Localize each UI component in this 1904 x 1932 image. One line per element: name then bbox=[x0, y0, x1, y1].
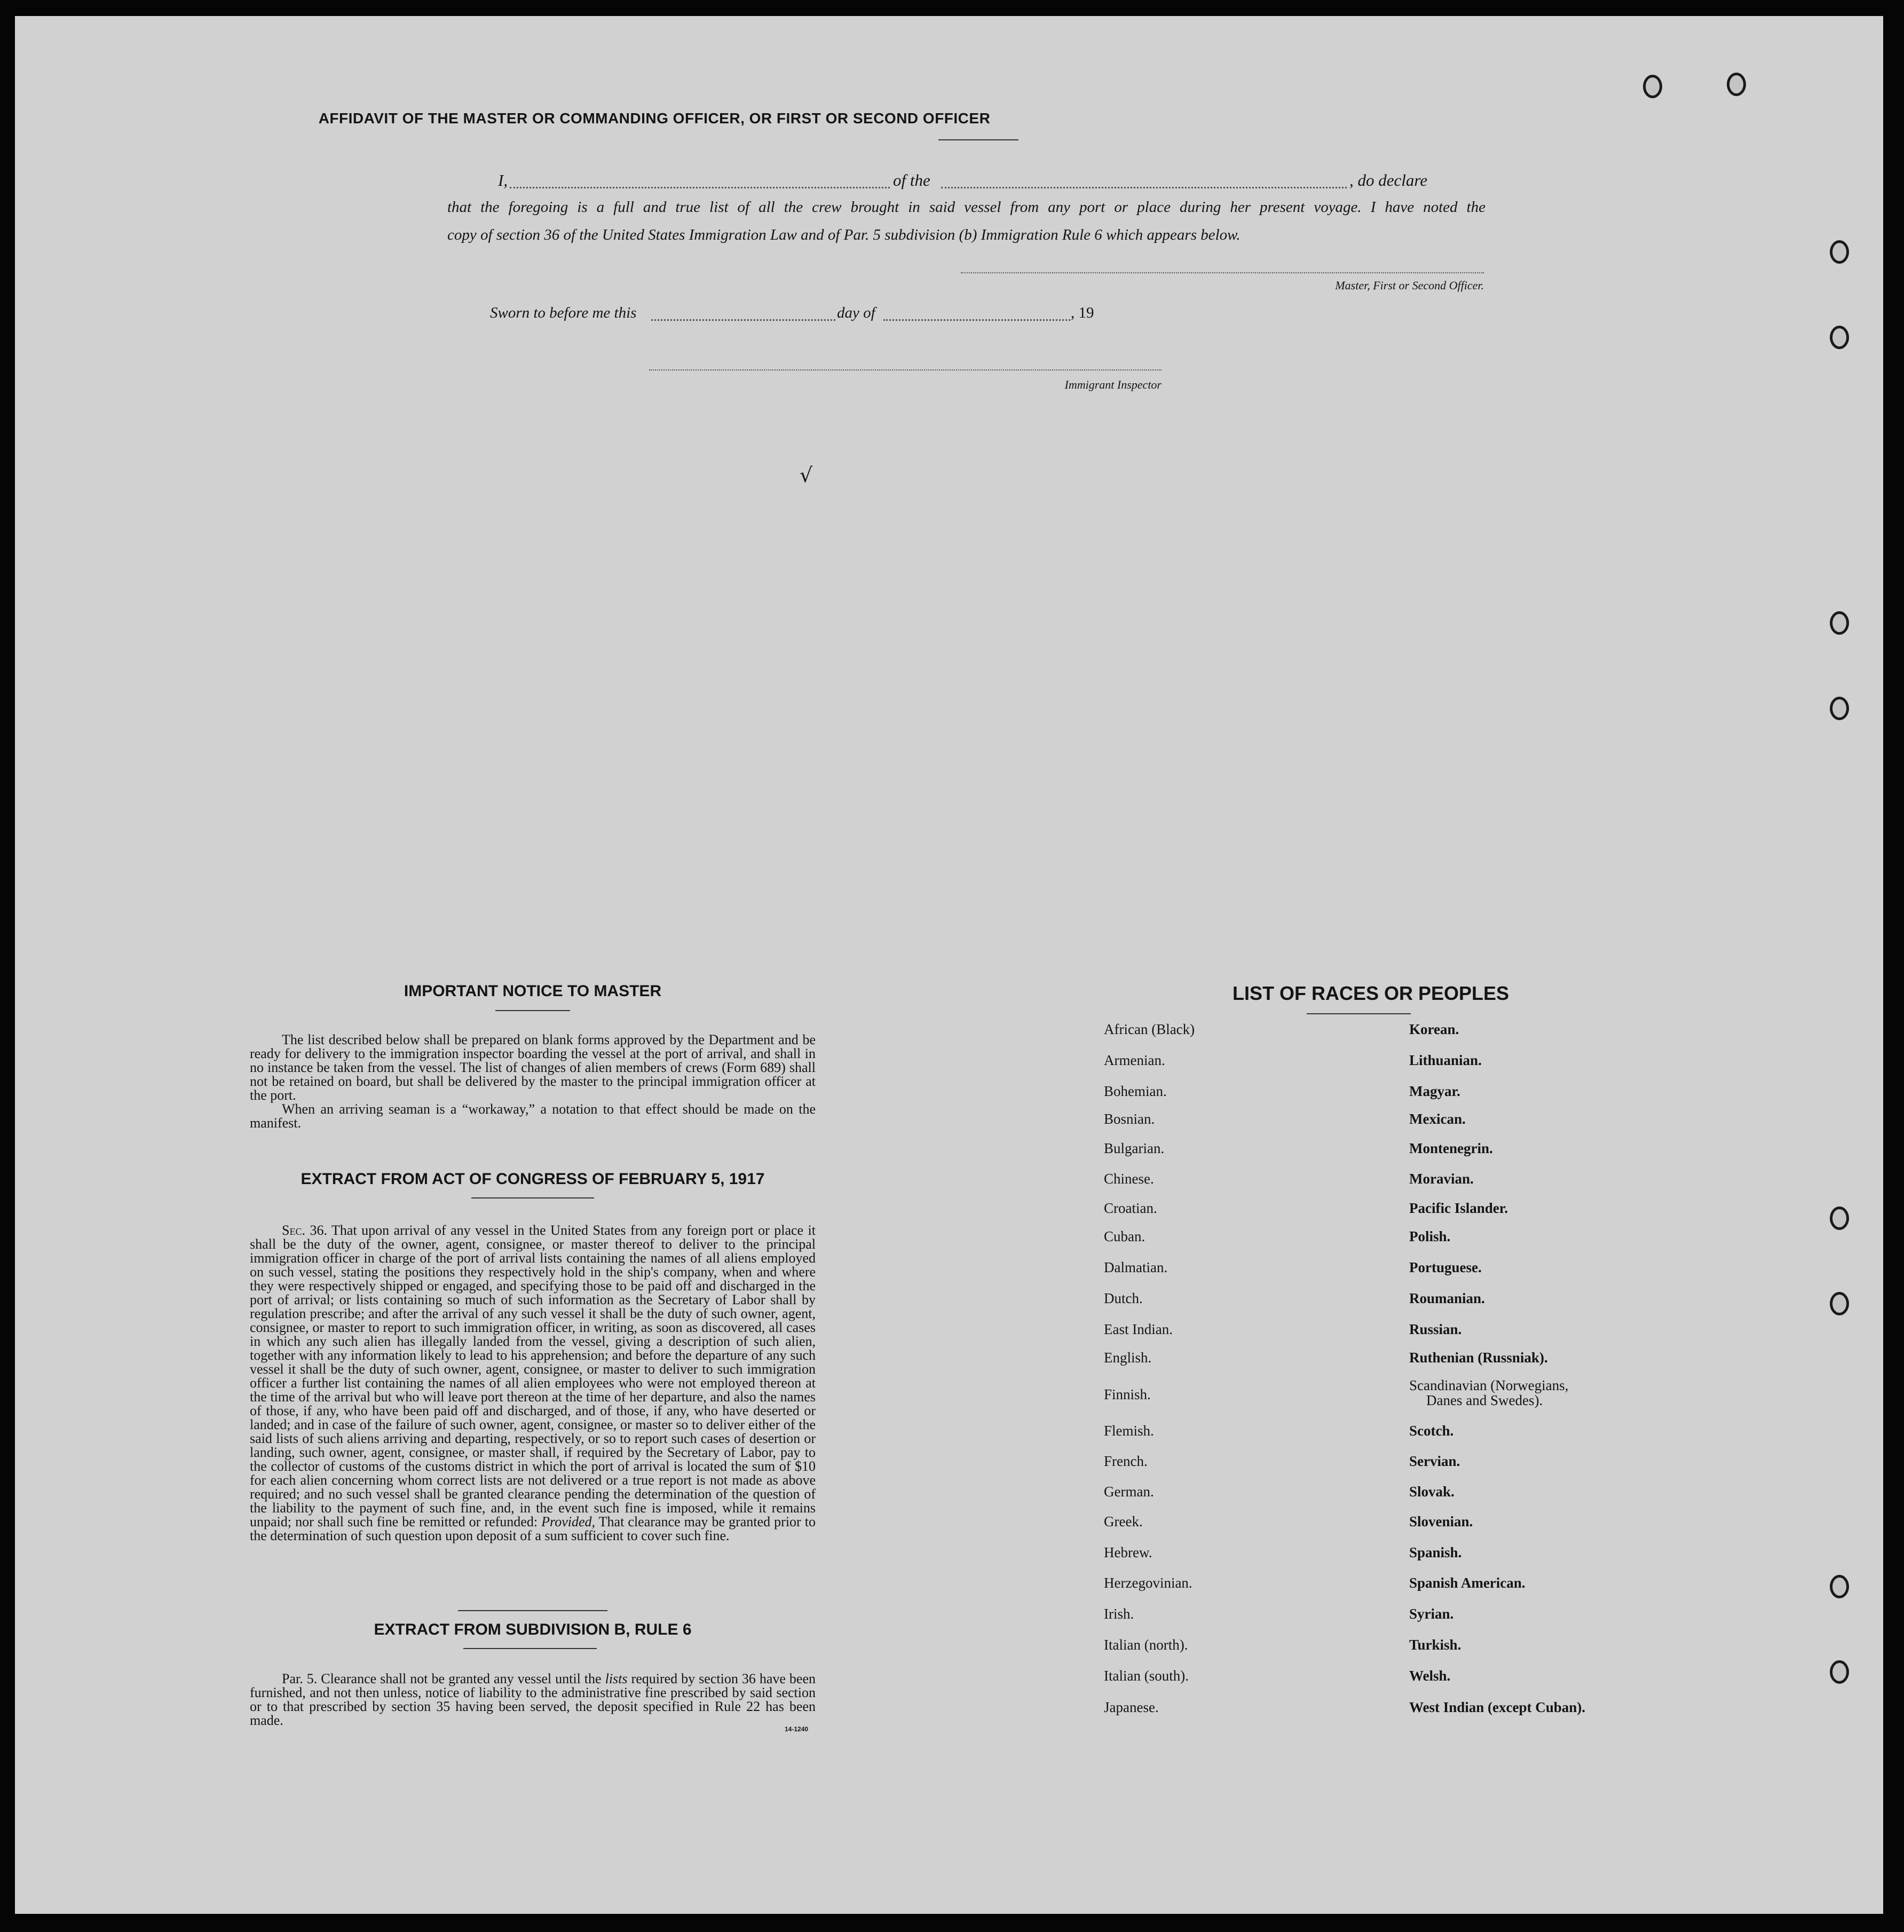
sworn-label: Sworn to before me this bbox=[490, 304, 637, 321]
year-label: , 19 bbox=[1071, 304, 1094, 321]
inspector-label: Immigrant Inspector bbox=[1064, 378, 1162, 391]
race-item: Montenegrin. bbox=[1409, 1140, 1493, 1156]
vessel-field[interactable] bbox=[941, 187, 1347, 188]
race-item: East Indian. bbox=[1104, 1321, 1173, 1337]
race-item: African (Black) bbox=[1104, 1021, 1195, 1037]
race-item: French. bbox=[1104, 1453, 1148, 1469]
binder-hole-icon bbox=[1830, 326, 1849, 349]
divider bbox=[463, 1648, 597, 1649]
section-label: Sec. 36. bbox=[282, 1223, 327, 1238]
race-item: Slovak. bbox=[1409, 1484, 1455, 1500]
race-item: Slovenian. bbox=[1409, 1513, 1473, 1529]
race-item: Pacific Islander. bbox=[1409, 1200, 1508, 1216]
par-5-end: required by section 36 have been furnished, and not then unless, notice of liability to the administrative fine prescribed by said section or to that prescribed by section 35 having been served, the deposit specified in Rule 22 has been made. bbox=[250, 1671, 816, 1728]
race-item: Flemish. bbox=[1104, 1423, 1154, 1439]
race-item: Chinese. bbox=[1104, 1171, 1154, 1187]
race-item: Lithuanian. bbox=[1409, 1052, 1482, 1068]
form-number: 14-1240 bbox=[785, 1725, 809, 1733]
race-item: Cuban. bbox=[1104, 1228, 1145, 1244]
race-item: Scandinavian (Norwegians, bbox=[1409, 1377, 1569, 1393]
binder-hole-icon bbox=[1727, 73, 1746, 96]
do-declare-label: , do declare bbox=[1349, 171, 1428, 190]
race-item: Mexican. bbox=[1409, 1111, 1466, 1127]
document-page bbox=[15, 16, 1883, 1914]
race-item: Moravian. bbox=[1409, 1171, 1474, 1187]
affidavit-line3: copy of section 36 of the United States Immigration Law and of Par. 5 subdivision (b) Immigration Rule 6 which appears below. bbox=[447, 226, 1241, 243]
race-item: Bohemian. bbox=[1104, 1083, 1167, 1099]
race-item: Korean. bbox=[1409, 1021, 1459, 1037]
i-label: I, bbox=[498, 171, 508, 190]
race-item: Portuguese. bbox=[1409, 1259, 1482, 1275]
divider bbox=[458, 1610, 607, 1611]
race-item: Armenian. bbox=[1104, 1052, 1165, 1068]
race-item: Welsh. bbox=[1409, 1668, 1451, 1684]
inspector-signature-field[interactable] bbox=[649, 369, 1162, 370]
race-item: Italian (south). bbox=[1104, 1668, 1189, 1684]
race-item: Spanish. bbox=[1409, 1544, 1462, 1560]
divider bbox=[495, 1010, 570, 1011]
notice-para-2: When an arriving seaman is a “workaway,” a notation to that effect should be made on the manifest. bbox=[250, 1101, 816, 1131]
master-signature-label: Master, First or Second Officer. bbox=[1335, 279, 1484, 292]
race-item: Dalmatian. bbox=[1104, 1259, 1168, 1275]
race-item: Servian. bbox=[1409, 1453, 1460, 1469]
congress-extract-title: EXTRACT FROM ACT OF CONGRESS OF FEBRUARY 5, 1917 bbox=[301, 1170, 765, 1188]
race-item: Russian. bbox=[1409, 1321, 1462, 1337]
race-item: Bosnian. bbox=[1104, 1111, 1155, 1127]
day-field[interactable] bbox=[651, 319, 835, 321]
notice-body bbox=[250, 1033, 816, 1130]
race-item: Scotch. bbox=[1409, 1423, 1454, 1439]
race-item: Bulgarian. bbox=[1104, 1140, 1165, 1156]
race-item: Polish. bbox=[1409, 1228, 1451, 1244]
divider bbox=[938, 139, 1018, 140]
race-item: Japanese. bbox=[1104, 1699, 1159, 1715]
race-item: Finnish. bbox=[1104, 1386, 1151, 1402]
notice-para-1: The list described below shall be prepared on blank forms approved by the Department and be ready for delivery to the immigration inspector boarding the vessel at the port of arrival, and shall in no instance be taken from the vessel. The list of changes of alien members of crews (Form 689) shall not be retained on board, but shall be delivered by the master to the principal immigration officer at the port. bbox=[250, 1032, 816, 1103]
sworn-line bbox=[490, 304, 1109, 326]
race-item: Italian (north). bbox=[1104, 1637, 1188, 1653]
race-item: West Indian (except Cuban). bbox=[1409, 1699, 1586, 1715]
binder-hole-icon bbox=[1830, 1292, 1849, 1315]
race-item: Hebrew. bbox=[1104, 1544, 1152, 1560]
race-item: Herzegovinian. bbox=[1104, 1575, 1192, 1591]
binder-hole-icon bbox=[1830, 1660, 1849, 1684]
race-item: Irish. bbox=[1104, 1606, 1134, 1622]
race-item: Turkish. bbox=[1409, 1637, 1461, 1653]
section-body-end: That clearance may be granted prior to the determination of such question upon deposit of a sum sufficient to cover such fine. bbox=[250, 1514, 816, 1543]
par-5-text bbox=[250, 1672, 816, 1728]
race-item: Syrian. bbox=[1409, 1606, 1454, 1622]
lists-word: lists bbox=[605, 1671, 628, 1686]
race-item: Roumanian. bbox=[1409, 1290, 1485, 1306]
binder-hole-icon bbox=[1830, 1575, 1849, 1598]
divider bbox=[1307, 1013, 1411, 1014]
affidavit-line2: that the foregoing is a full and true list of all the crew brought in said vessel from any port or place during her present voyage. I have noted the bbox=[447, 199, 1486, 216]
day-of-label: day of bbox=[837, 304, 875, 321]
section-36-text bbox=[250, 1224, 816, 1543]
races-title: LIST OF RACES OR PEOPLES bbox=[1232, 982, 1510, 1004]
binder-hole-icon bbox=[1830, 240, 1849, 264]
notice-title: IMPORTANT NOTICE TO MASTER bbox=[404, 982, 662, 1000]
race-item: English. bbox=[1104, 1350, 1152, 1366]
race-item: German. bbox=[1104, 1484, 1154, 1500]
race-item: Dutch. bbox=[1104, 1290, 1143, 1306]
race-item: Magyar. bbox=[1409, 1083, 1460, 1099]
affidavit-title: AFFIDAVIT OF THE MASTER OR COMMANDING OFFICER, OR FIRST OR SECOND OFFICER bbox=[318, 110, 991, 127]
binder-hole-icon bbox=[1830, 611, 1849, 635]
month-field[interactable] bbox=[883, 319, 1070, 321]
check-mark: √ bbox=[800, 463, 813, 487]
provided-label: Provided, bbox=[541, 1514, 596, 1529]
affidavit-line1 bbox=[498, 171, 1486, 192]
name-field[interactable] bbox=[510, 187, 890, 188]
divider bbox=[471, 1197, 594, 1198]
of-the-label: of the bbox=[893, 171, 930, 190]
section-body: That upon arrival of any vessel in the United States from any foreign port or place it shall be the duty of the owner, agent, consignee, or master thereof to deliver to the principal immigration officer in charge of the port of arrival lists containing the names of all aliens employed on such vessel, stating the positions they respectively hold in the ship's company, when and where they were respectively shipped or engaged, and specifying those to be paid off and discharged in the port of arrival; or lists containing so much of such information as the Secretary of Labor shall by regulation prescribe; and after the arrival of any such vessel it shall be the duty of such owner, agent, consignee, or master to report to such immigration officer, in writing, as soon as discovered, all cases in which any such alien has illegally landed from the vessel, giving a description of such alien, together with any information likely to lead to his apprehension; and before the departure of any such vessel it shall be the duty of such owner, agent, consignee, or master to deliver to such immigration officer a further list containing the names of all alien employees who were not employed thereon at the time of the arrival but who will leave port thereon at the time of her departure, and also the names of those, if any, who have been paid off and discharged, and of those, if any, who have deserted or landed; and in case of the failure of such owner, agent, consignee, or master so to deliver either of the said lists of such aliens arriving and departing, respectively, or so to report such cases of desertion or landing, such owner, agent, consignee, or master shall, if required by the Secretary of Labor, pay to the collector of customs of the customs district in which the port of arrival is located the sum of $10 for each alien concerning whom correct lists are not delivered or a true report is not made as above required; and no such vessel shall be granted clearance pending the determination of the question of the liability to the payment of such fine, and, in the event such fine is imposed, while it remains unpaid; nor shall such fine be remitted or refunded: bbox=[250, 1223, 816, 1529]
race-item: Greek. bbox=[1104, 1513, 1143, 1529]
race-item: Ruthenian (Russniak). bbox=[1409, 1350, 1548, 1366]
master-signature-field[interactable] bbox=[961, 272, 1484, 273]
race-item: Spanish American. bbox=[1409, 1575, 1526, 1591]
race-item: Danes and Swedes). bbox=[1426, 1392, 1543, 1408]
subdivision-extract-title: EXTRACT FROM SUBDIVISION B, RULE 6 bbox=[374, 1621, 692, 1638]
binder-hole-icon bbox=[1643, 75, 1662, 98]
par-5-start: Par. 5. Clearance shall not be granted any vessel until the bbox=[282, 1671, 602, 1686]
race-item: Croatian. bbox=[1104, 1200, 1157, 1216]
binder-hole-icon bbox=[1830, 1206, 1849, 1230]
binder-hole-icon bbox=[1830, 697, 1849, 720]
